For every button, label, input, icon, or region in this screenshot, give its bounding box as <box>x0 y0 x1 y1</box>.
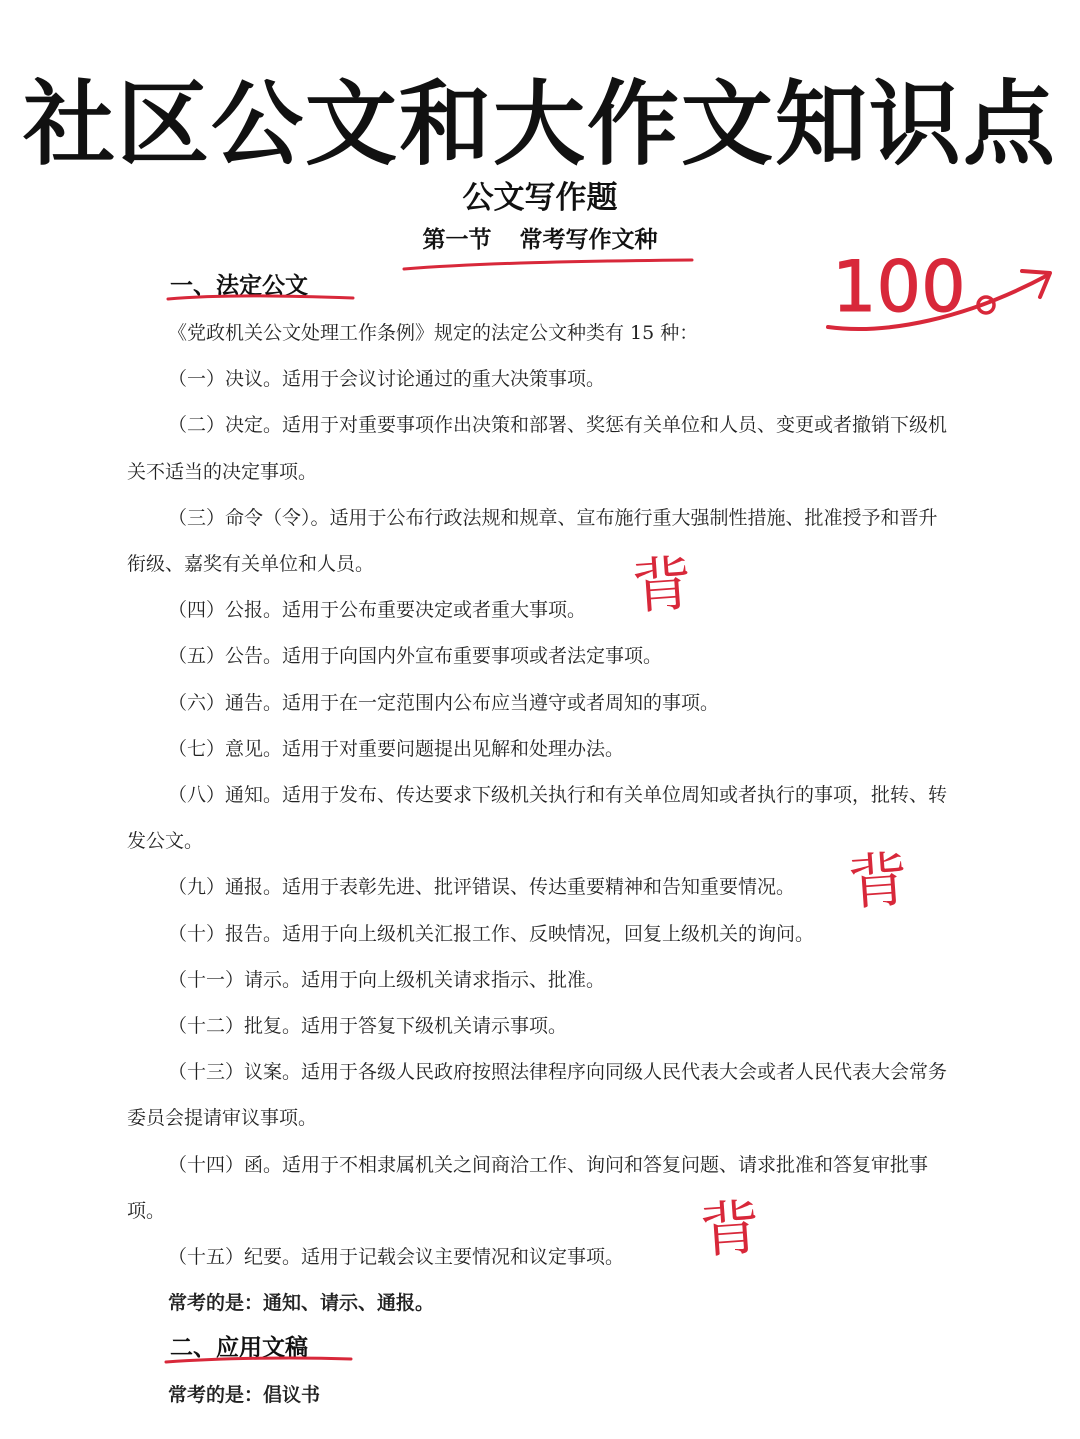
subtitle: 公文写作题 <box>462 180 618 216</box>
paragraph-intro: 《党政机关公文处理工作条例》规定的法定公文种类有 15 种： <box>168 322 699 344</box>
list-item: （一）决议。适用于会议讨论通过的重大决策事项。 <box>168 368 606 391</box>
list-item: （十）报告。适用于向上级机关汇报工作、反映情况，回复上级机关的询问。 <box>168 922 815 945</box>
list-item: （四）公报。适用于公布重要决定或者重大事项。 <box>168 599 587 622</box>
document-body <box>127 310 949 1326</box>
svg-text:100: 100 <box>832 246 966 328</box>
list-item: （三）命令（令）。适用于公布行政法规和规章、宣布施行重大强制性措施、批准授予和晋升衔级、嘉奖有关单位和人员。 <box>127 506 938 576</box>
list-item: （十一）请示。适用于向上级机关请求指示、批准。 <box>168 968 606 991</box>
list-item: （七）意见。适用于对重要问题提出见解和处理办法。 <box>168 737 625 760</box>
list-item: （二）决定。适用于对重要事项作出决策和部署、奖惩有关单位和人员、变更或者撤销下级机关不适当的决定事项。 <box>127 414 948 483</box>
list-item: （八）通知。适用于发布、传达要求下级机关执行和有关单位周知或者执行的事项，批转、转发公文。 <box>127 784 948 853</box>
heading-statutory-documents: 一、法定公文 <box>170 273 308 299</box>
common-note-1: 常考的是：通知、请示、通报。 <box>168 1292 435 1315</box>
list-item: （十三）议案。适用于各级人民政府按照法律程序向同级人民代表大会或者人民代表大会常务委员会提请审议事项。 <box>127 1061 948 1130</box>
memorize-mark: 背 <box>845 844 911 920</box>
section-number: 第一节 <box>422 227 492 253</box>
list-item: （十二）批复。适用于答复下级机关请示事项。 <box>168 1015 568 1038</box>
heading-applied-documents: 二、应用文稿 <box>170 1335 308 1361</box>
list-item: （十四）函。适用于不相隶属机关之间商洽工作、询问和答复问题、请求批准和答复审批事项。 <box>127 1153 929 1222</box>
page-title: 社区公文和大作文知识点 <box>22 71 1057 178</box>
common-note-2: 常考的是：倡议书 <box>168 1384 321 1406</box>
memorize-mark: 背 <box>697 1192 763 1268</box>
list-item: （五）公告。适用于向国内外宣布重要事项或者法定事项。 <box>168 645 663 668</box>
list-item: （九）通报。适用于表彰先进、批评错误、传达重要精神和告知重要情况。 <box>168 876 796 899</box>
list-item: （六）通告。适用于在一定范围内公布应当遵守或者周知的事项。 <box>168 691 720 714</box>
list-item: （十五）纪要。适用于记载会议主要情况和议定事项。 <box>168 1246 625 1269</box>
memorize-mark: 背 <box>629 548 695 624</box>
section-title: 常考写作文种 <box>519 227 658 253</box>
